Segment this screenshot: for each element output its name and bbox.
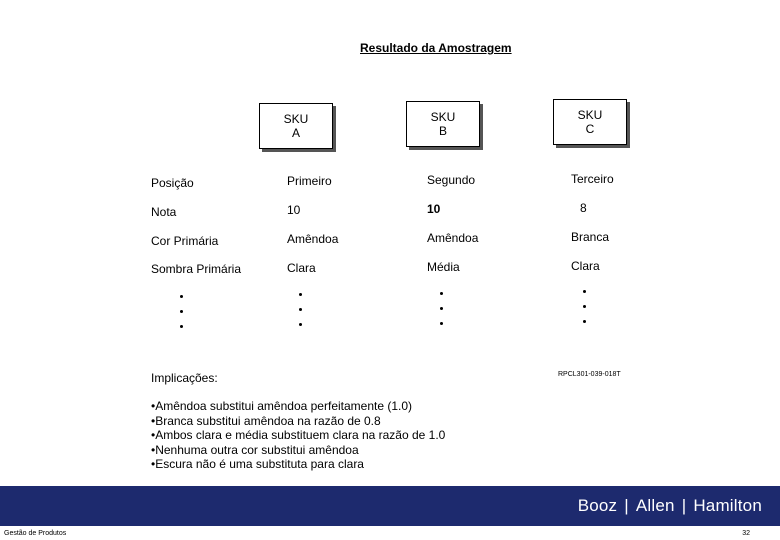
ellipsis-dots-sku-c — [583, 290, 589, 335]
sku-box-c — [553, 99, 627, 145]
list-item: • Nenhuma outra cor substitui amêndoa — [151, 443, 445, 458]
sku-a-letter: A — [291, 126, 300, 140]
sku-c-nota: 8 — [580, 201, 587, 215]
sku-b-letter: B — [438, 124, 447, 138]
document-code: RPCL301-039-018T — [558, 371, 621, 378]
page-title: Resultado da Amostragem — [360, 41, 512, 55]
brand-separator-2: | — [681, 496, 687, 515]
ellipsis-dots-labels — [180, 295, 186, 340]
sku-c-cor: Branca — [571, 230, 610, 244]
sku-box-b — [406, 101, 480, 147]
sku-b-sombra: Média — [427, 260, 460, 274]
sku-b-posicao: Segundo — [427, 173, 476, 187]
sku-b-cor: Amêndoa — [427, 231, 479, 245]
sku-c-posicao: Terceiro — [571, 172, 614, 186]
sku-a-label: SKU — [283, 112, 309, 126]
row-label-nota: Nota — [151, 205, 177, 219]
sku-b-label: SKU — [430, 110, 456, 124]
page-number: 32 — [742, 530, 750, 537]
brand-part-1: Booz — [577, 496, 618, 515]
sku-a-cor: Amêndoa — [287, 232, 339, 246]
ellipsis-dots-sku-b — [440, 292, 446, 337]
list-item: • Amêndoa substitui amêndoa perfeitamente (1.0) — [151, 399, 445, 414]
brand-logo — [578, 496, 762, 516]
row-label-sombra-primaria: Sombra Primária — [151, 262, 242, 276]
implications-heading: Implicações: — [151, 371, 218, 385]
list-item: • Branca substitui amêndoa na razão de 0.8 — [151, 414, 445, 429]
footer-section-label: Gestão de Produtos — [4, 530, 67, 537]
row-label-posicao: Posição — [151, 176, 194, 190]
brand-separator-1: | — [624, 496, 629, 515]
list-item: • Ambos clara e média substituem clara na razão de 1.0 — [151, 428, 445, 443]
implications-list — [151, 399, 445, 472]
sku-a-posicao: Primeiro — [287, 174, 332, 188]
sku-a-sombra: Clara — [287, 261, 316, 275]
sku-a-nota: 10 — [287, 203, 301, 217]
sku-b-nota: 10 — [427, 202, 441, 216]
brand-part-2: Allen — [635, 496, 675, 515]
sku-c-sombra: Clara — [571, 259, 600, 273]
list-item: • Escura não é uma substituta para clara — [151, 457, 445, 472]
sku-c-label: SKU — [577, 108, 603, 122]
brand-part-3: Hamilton — [693, 496, 762, 515]
ellipsis-dots-sku-a — [299, 293, 305, 338]
row-label-cor-primaria: Cor Primária — [151, 234, 219, 248]
sku-c-letter: C — [585, 122, 595, 136]
sku-box-a — [259, 103, 333, 149]
